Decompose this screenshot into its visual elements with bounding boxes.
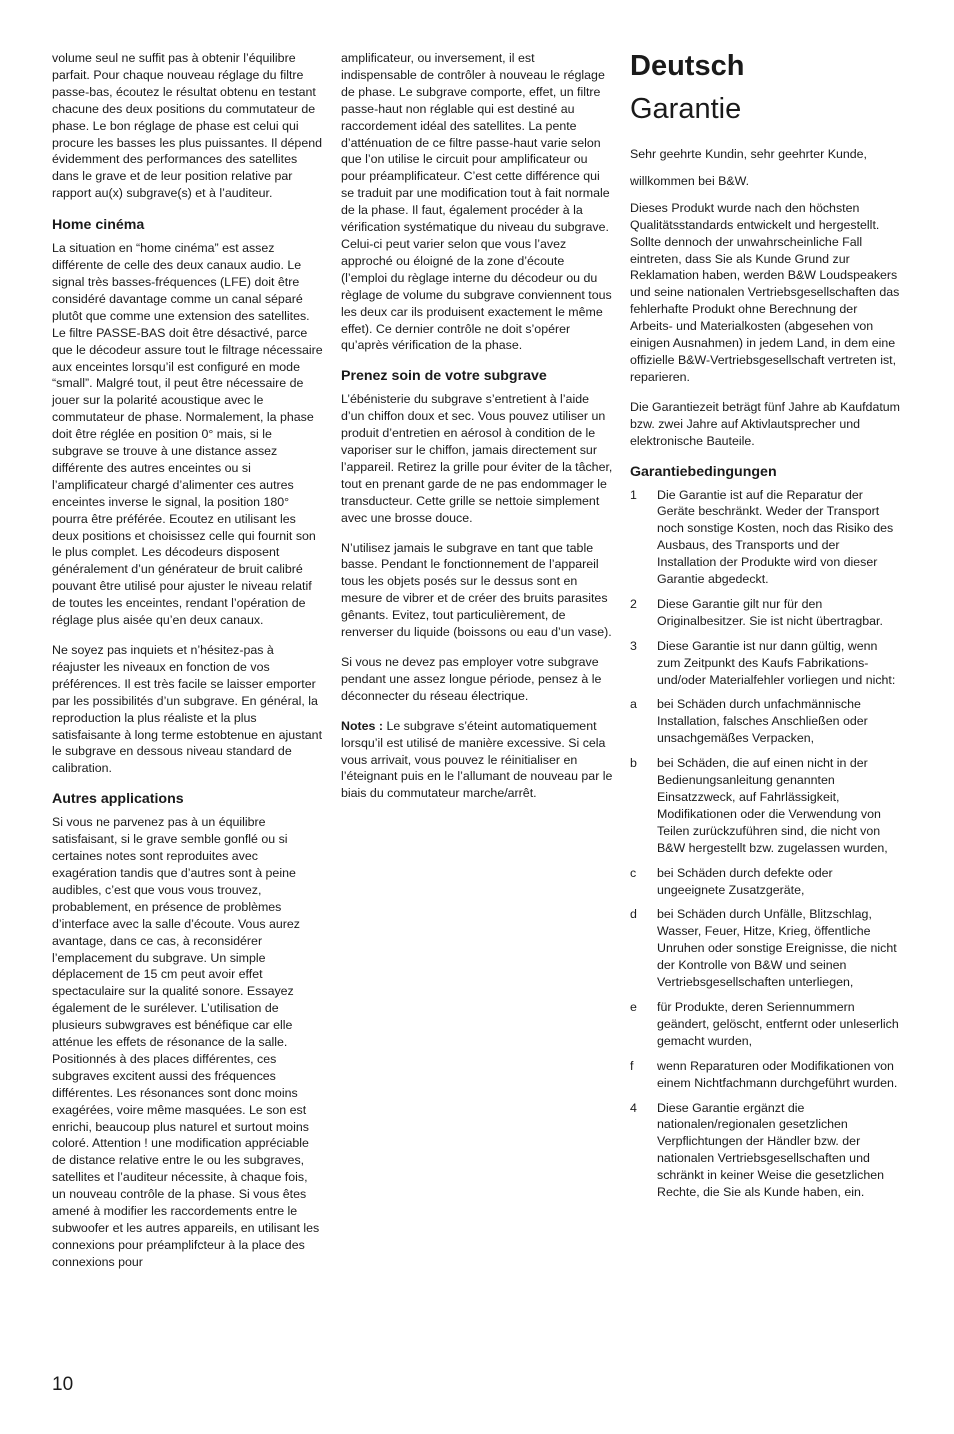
list-marker: c	[630, 865, 637, 880]
paragraph: N’utilisez jamais le subgrave en tant que table basse. Pendant le fonctionnement de l’appareil tous les objets posés sur le dessus sont en mesure de vibrer et de créer des bruits parasites gênants. Evitez, tout particulièrement, de renverser du liquide (boissons ou eau d’un vase).	[341, 540, 612, 640]
paragraph: La situation en “home cinéma” est assez différente de celle des deux canaux audio. Le signal très basses-fréquences (LFE) doit être considéré davantage comme un canal séparé plutôt que comme une extension des satellites. Le filtre PASSE-BAS doit être désactivé, parce que le décodeur assure tout le filtrage nécessaire aux enceintes lorsqu’il est configuré en mode “small”. Malgré tout, il peut être nécessaire de jouer sur la polarité acoustique avec le commutateur de phase. Normalement, la phase doit être réglée en position 0° mais, si le subgrave se trouve à une distance assez différente des autres enceintes ou si l’amplificateur chargé d’alimenter ces autres enceintes inverse le signal, la position 180° pourra être préférée. Ecoutez en utilisant les deux positions et choisissez celle qui fournit son le plus complet. Les décodeurs disposent généralement d’un générateur de bruit calibré pouvant être utilisé pour ajuster le niveau relatif de toutes les enceintes, rendant l’opération de réglage plus aisée qu’en deux canaux.	[52, 241, 323, 628]
terms-list-item	[630, 906, 902, 991]
paragraph: amplificateur, ou inversement, il est indispensable de contrôler à nouveau le réglage de phase. Le subgrave comporte, effet, un filtre passe-haut non réglable qui est destiné au raccordement idéal des satellites. La pente d’atténuation de ce filtre passe-haut varie selon que l’on utilise le circuit pour amplificateur ou pour préamplificateur. C’est cette différence qui se traduit par une modification tout à fait normale de la phase. Il faut, également procéder à la vérification systématique du niveau du subgrave. Celui-ci peut varier selon que vous l’avez approché ou éloigné de la zone d’écoute (l’emploi du règlage interne du décodeur ou du règlage de volume du subgrave conviennent tous les deux car ils produisent exactement le même effet). Ce dernier contrôle ne doit s’opérer qu’après vérification de la phase.	[341, 51, 612, 353]
page-number: 10	[52, 1374, 74, 1395]
list-item-text: für Produkte, deren Seriennummern geändert, gelöscht, entfernt oder unleserlich gemacht wurden,	[657, 999, 899, 1048]
terms-list-item	[630, 696, 902, 747]
language-heading: Deutsch	[630, 50, 745, 82]
heading-prenez-soin: Prenez soin de votre subgrave	[341, 368, 547, 385]
paragraph: Ne soyez pas inquiets et n’hésitez-pas à réajuster les niveaux en fonction de vos préférences. Il est très facile se laisser emporter par les possibilités d’un subgrave. En général, la reproduction la plus réaliste et la plus satisfaisante à long terme estobtenue en ajustant le subgrave en dessous niveau standard de calibration.	[52, 643, 323, 776]
paragraph: volume seul ne suffit pas à obtenir l’équilibre parfait. Pour chaque nouveau réglage du filtre passe-bas, écoutez le résultat obtenu en testant chacune des deux positions du commutateur de phase. Le bon réglage de phase est celui qui procure les basses les plus puissantes. Il dépend évidemment des performances des satellites dans le grave et de leur position relative par rapport au(x) subgrave(s) et à l’auditeur.	[52, 51, 322, 201]
terms-list	[630, 487, 902, 1201]
list-item-text: wenn Reparaturen oder Modifikationen von einem Nichtfachmann durchgeführt wurden.	[657, 1058, 898, 1090]
list-item-text: Diese Garantie ergänzt die nationalen/regionalen gesetzlichen Verpflichtungen der Händler bzw. der nationalen Vertriebsgesellschaften und schränkt in keiner Weise die gesetzlichen Rechte, die Sie als Kunde haben, ein.	[657, 1100, 885, 1200]
column-1	[52, 50, 324, 1284]
paragraph: Si vous ne parvenez pas à un équilibre satisfaisant, si le grave semble gonflé ou si certaines notes sont reproduites avec exagération tandis que d’autres sont à peine audibles, c’est que vous vous trouvez, probablement, en présence de problèmes d’interface avec la salle d’écoute. Vous aurez avantage, dans ce cas, à reconsidérer l’emplacement du subgrave. Un simple déplacement de 15 cm peut avoir effet spectaculaire sur la qualité sonore. Essayez également de le surélever. L’utilisation de plusieurs subwgraves est bénéfique car elle atténue les effets de résonance de la salle. Positionnés à des places différentes, ces subgraves excitent aussi des fréquences différentes. Les résonances sont donc moins exagérées, voire même masquées. Le son est enrichi, beaucoup plus naturel et surtout moins coloré. Attention ! une modification appréciable de distance relative entre le ou les subgraves, satellites et l’auditeur nécessite, à chaque fois, un nouveau contrôle de la phase. Si vous êtes amené à modifier les raccordements entre le subwoofer et les autres appareils, en utilisant les connexions pour préamplifcteur à la place des connexions pour	[52, 815, 320, 1269]
list-item-text: bei Schäden durch unfachmännische Installation, falsches Anschließen oder unsachgemäßes Verpacken,	[657, 697, 868, 746]
list-marker: a	[630, 697, 637, 712]
list-marker: 3	[630, 638, 637, 653]
notes-paragraph	[341, 718, 613, 803]
list-item-text: bei Schäden durch Unfälle, Blitzschlag, Wasser, Feuer, Hitze, Krieg, öffentliche Unruhen oder sonstige Ereignisse, die nicht der Kontrolle von B&W und seinen Vertriebsgesellschaften unterliegen,	[657, 907, 897, 990]
terms-list-item	[630, 999, 902, 1050]
notes-text: Le subgrave s’éteint automatiquement lorsqu’il est utilisé de manière excessive. Si cela vous arrivait, vous pouvez le réinitialiser en l’éteignant puis en le l’allumant de nouveau par le biais du commutateur marche/arrêt.	[341, 718, 613, 801]
list-marker: 2	[630, 596, 637, 611]
list-item-text: Diese Garantie gilt nur für den Originalbesitzer. Sie ist nicht übertragbar.	[657, 596, 883, 628]
list-marker: 4	[630, 1100, 637, 1115]
list-item-text: Diese Garantie ist nur dann gültig, wenn zum Zeitpunkt des Kaufs Fabrikations- und/oder Materialfehler vorliegen und nicht:	[657, 638, 896, 687]
list-marker: 1	[630, 487, 637, 502]
list-marker: e	[630, 999, 637, 1014]
section-title: Garantie	[630, 93, 742, 125]
heading-autres-applications: Autres applications	[52, 791, 184, 808]
terms-list-item	[630, 638, 902, 689]
paragraph: Die Garantiezeit beträgt fünf Jahre ab Kaufdatum bzw. zwei Jahre auf Aktivlautsprecher und elektronische Bauteile.	[630, 399, 900, 448]
greeting-line: willkommen bei B&W.	[630, 173, 750, 188]
heading-home-cinema: Home cinéma	[52, 217, 145, 234]
greeting-line: Sehr geehrte Kundin, sehr geehrter Kunde,	[630, 147, 867, 161]
list-marker: d	[630, 907, 637, 922]
heading-garantiebedingungen: Garantiebedingungen	[630, 463, 777, 480]
list-item-text: Die Garantie ist auf die Reparatur der Geräte beschränkt. Weder der Transport noch sonstige Kosten, noch das Risiko des Ausbaus, des Transports und der Installation der Produkte wird von dieser Garantie abgedeckt.	[657, 487, 894, 587]
terms-list-item	[630, 487, 902, 588]
terms-list-item	[630, 596, 902, 630]
terms-list-item	[630, 1058, 902, 1092]
list-item-text: bei Schäden, die auf einen nicht in der Bedienungsanleitung genannten Einsatzzweck, auf Fahrlässigkeit, Modifikationen oder die Verwendung von Teilen zurückzuführen sind, die nicht von B&W hergestellt bzw. zugelassen wurden,	[657, 756, 888, 855]
list-marker: b	[630, 756, 637, 771]
column-2	[341, 50, 613, 815]
column-3	[630, 50, 902, 1209]
paragraph: L’ébénisterie du subgrave s’entretient à l’aide d’un chiffon doux et sec. Vous pouvez utiliser un produit d’entretien en aérosol à condition de le vaporiser sur le chiffon, jamais directement sur l’appareil. Retirez la grille pour éviter de la tâcher, tout en prenant garde de ne pas endommager le transducteur. Cette grille se nettoie simplement avec une brosse douce.	[341, 392, 613, 525]
terms-list-item	[630, 865, 902, 899]
list-marker: f	[630, 1058, 634, 1073]
list-item-text: bei Schäden durch defekte oder ungeeignete Zusatzgeräte,	[657, 865, 833, 897]
terms-list-item	[630, 755, 902, 856]
notes-label: Notes :	[341, 718, 383, 733]
paragraph: Dieses Produkt wurde nach den höchsten Qualitätsstandards entwickelt und hergestellt. Sollte dennoch der unwahrscheinliche Fall eintreten, dass Sie als Kunde Grund zur Reklamation haben, werden B&W Loudspeakers und seine nationalen Vertriebsgesellschaften das fehlerhafte Produkt ohne Berechnung der Arbeits- und Materialkosten (abgesehen von einigen Ausnahmen) in jedem Land, in dem eine offizielle B&W-Vertriebsgesellschaft vertreten ist, reparieren.	[630, 200, 900, 384]
paragraph: Si vous ne devez pas employer votre subgrave pendant une assez longue période, pensez à le déconnecter du réseau électrique.	[341, 655, 602, 703]
terms-list-item	[630, 1100, 902, 1201]
